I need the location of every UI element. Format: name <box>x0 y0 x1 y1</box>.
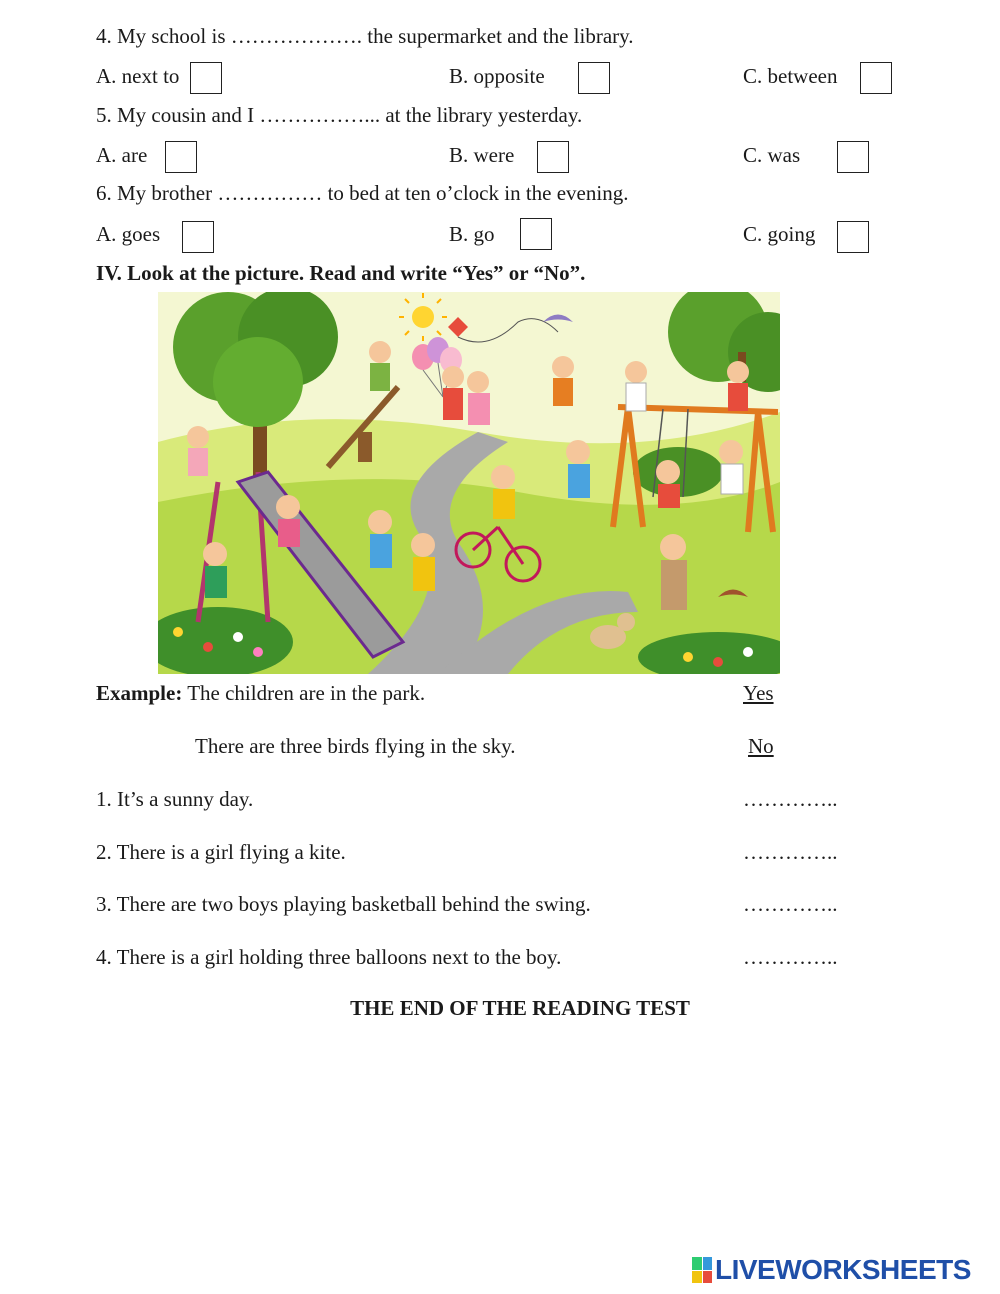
q4-option-b: B. opposite <box>449 64 545 88</box>
item-3-text: 3. There are two boys playing basketball behind the swing. <box>96 892 591 916</box>
girl-by-slide <box>203 542 227 598</box>
section-4-heading: IV. Look at the picture. Read and write “Yes” or “No”. <box>96 261 586 285</box>
q6-option-b-checkbox[interactable] <box>520 218 552 250</box>
item-1-text: 1. It’s a sunny day. <box>96 787 254 811</box>
girl-balloons <box>442 366 464 420</box>
boy-right <box>719 440 743 494</box>
girl-standing <box>566 440 590 498</box>
question-6-stem: 6. My brother …………… to bed at ten o’clock in the evening. <box>96 181 629 205</box>
boy-blue <box>368 510 392 568</box>
liveworksheets-brand-text: LIVEWORKSHEETS <box>715 1254 971 1285</box>
q5-option-c-checkbox[interactable] <box>837 141 869 173</box>
q6-option-a-checkbox[interactable] <box>182 221 214 253</box>
girl-on-swing-top <box>625 361 647 411</box>
q6-option-b: B. go <box>449 222 495 246</box>
child-on-slide <box>276 495 300 547</box>
q4-option-a-checkbox[interactable] <box>190 62 222 94</box>
q4-option-a: A. next to <box>96 64 180 88</box>
question-5-stem: 5. My cousin and I ……………... at the library yesterday. <box>96 103 583 127</box>
boy-glasses <box>411 533 435 591</box>
example-row-1 <box>96 683 425 704</box>
q4-option-c-checkbox[interactable] <box>860 62 892 94</box>
item-2-text: 2. There is a girl flying a kite. <box>96 840 346 864</box>
liveworksheets-logo[interactable] <box>692 1255 971 1285</box>
park-illustration <box>158 292 780 674</box>
kite-flyer <box>552 356 574 406</box>
liveworksheets-logo-icon <box>692 1257 712 1283</box>
q6-option-c-checkbox[interactable] <box>837 221 869 253</box>
q5-option-c: C. was <box>743 143 801 167</box>
boy-football <box>727 361 749 411</box>
q6-option-a: A. goes <box>96 222 161 246</box>
child-on-swing <box>656 460 680 508</box>
q6-option-c: C. going <box>743 222 816 246</box>
item-2-answer-blank[interactable]: ………….. <box>743 840 838 864</box>
boy-skateboard <box>187 426 209 476</box>
child-on-seesaw <box>369 341 391 391</box>
q5-option-a-checkbox[interactable] <box>165 141 197 173</box>
example-1-text: The children are in the park. <box>187 681 426 705</box>
item-4-answer-blank[interactable]: ………….. <box>743 945 838 969</box>
end-of-test-heading: THE END OF THE READING TEST <box>350 996 690 1020</box>
example-1-answer: Yes <box>743 681 774 705</box>
item-3-answer-blank[interactable]: ………….. <box>743 892 838 916</box>
q4-option-c: C. between <box>743 64 838 88</box>
woman-pink <box>467 371 490 425</box>
example-2-text: There are three birds flying in the sky. <box>195 734 516 758</box>
cyclist <box>491 465 515 519</box>
item-1-answer-blank[interactable]: ………….. <box>743 787 838 811</box>
example-2-answer: No <box>748 734 774 758</box>
question-4-stem: 4. My school is ………………. the supermarket and the library. <box>96 24 634 48</box>
q5-option-b-checkbox[interactable] <box>537 141 569 173</box>
example-label: Example: <box>96 681 183 705</box>
q4-option-b-checkbox[interactable] <box>578 62 610 94</box>
q5-option-a: A. are <box>96 143 148 167</box>
q5-option-b: B. were <box>449 143 515 167</box>
woman-feeding <box>660 534 687 610</box>
item-4-text: 4. There is a girl holding three balloons next to the boy. <box>96 945 562 969</box>
